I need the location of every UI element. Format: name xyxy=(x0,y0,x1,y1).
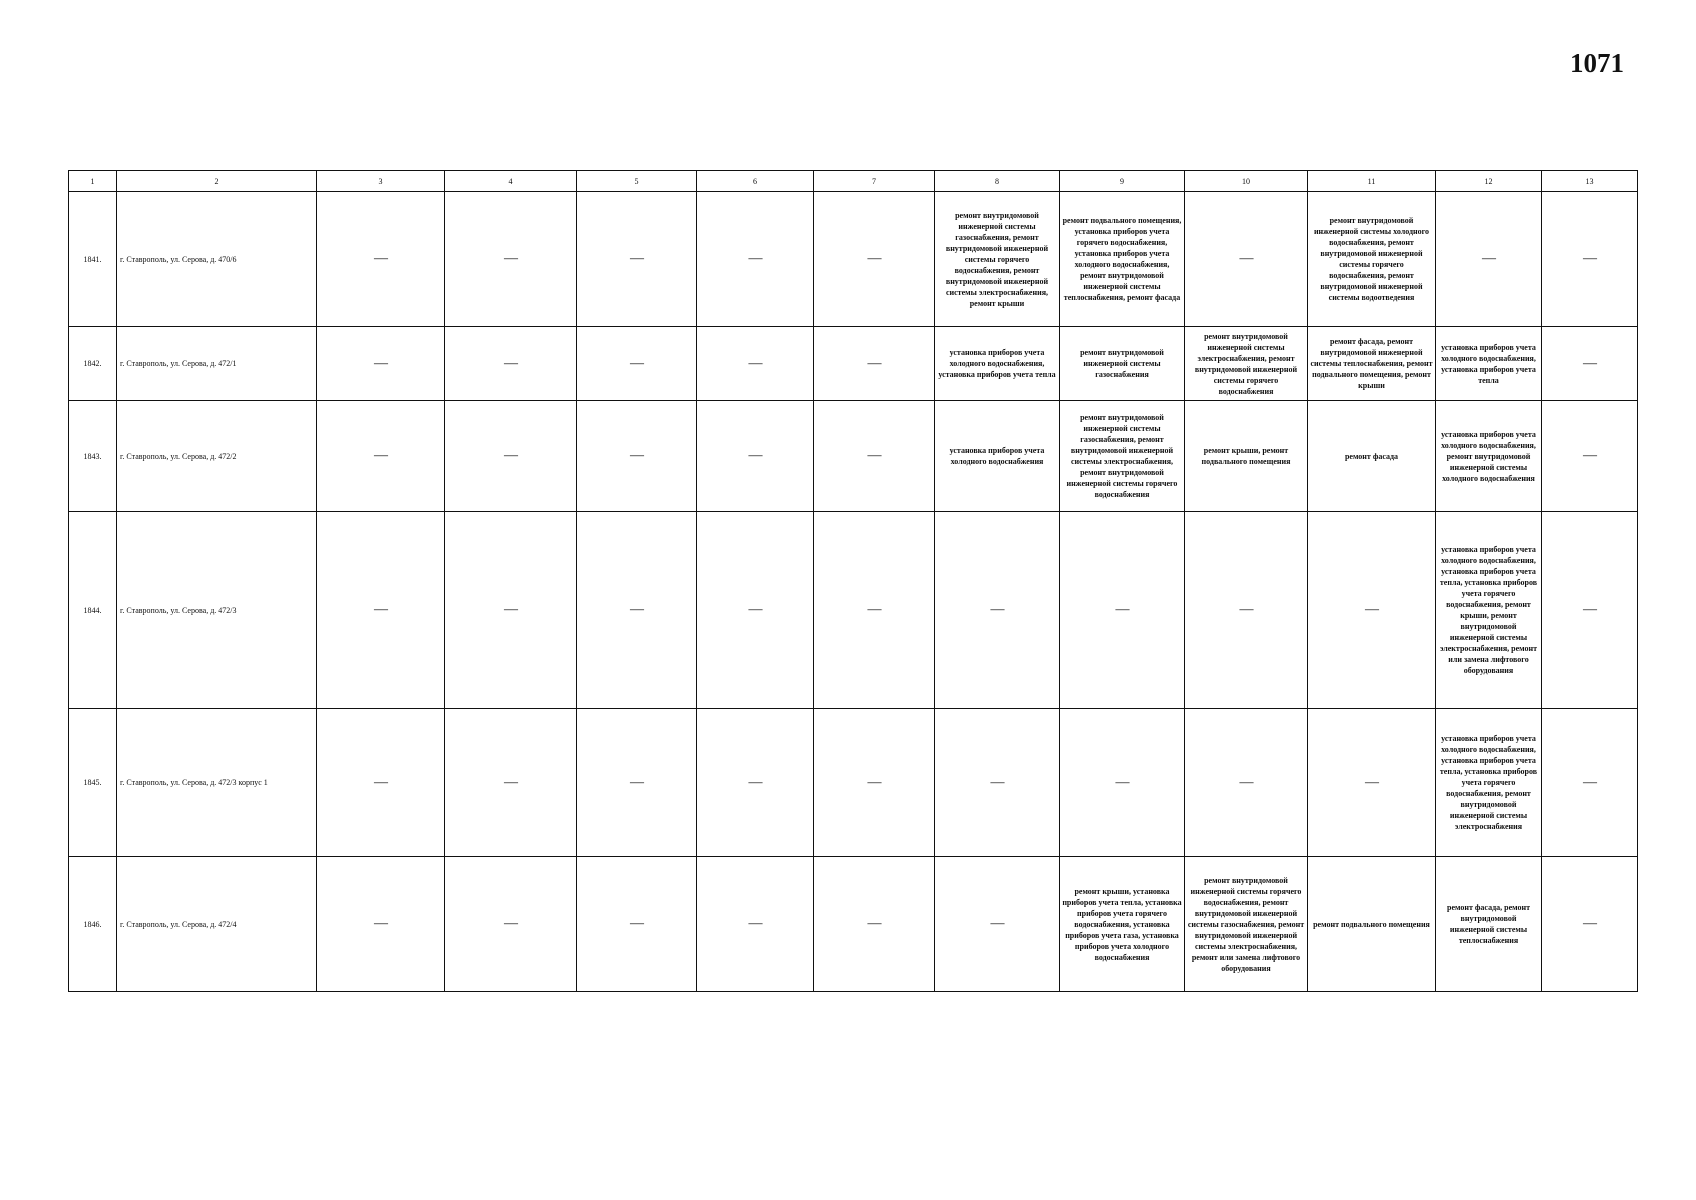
dash-mark: — xyxy=(1365,602,1378,617)
col-header: 10 xyxy=(1185,171,1308,192)
table-row xyxy=(69,401,1638,512)
dash-mark: — xyxy=(1239,774,1253,790)
dash-mark: — xyxy=(630,602,643,617)
works-table xyxy=(68,170,1638,992)
table-cell: ремонт фасада xyxy=(1308,401,1436,512)
dash-mark: — xyxy=(374,448,387,463)
dash-mark: — xyxy=(504,602,517,617)
table-cell xyxy=(445,857,577,992)
row-address: г. Ставрополь, ул. Серова, д. 472/2 xyxy=(117,401,317,512)
dash-mark: — xyxy=(630,774,643,790)
table-cell xyxy=(317,512,445,709)
table-cell: ремонт крыши, ремонт подвального помещения xyxy=(1185,401,1308,512)
dash-mark: — xyxy=(867,916,881,931)
col-header: 11 xyxy=(1308,171,1436,192)
table-cell xyxy=(577,401,697,512)
dash-mark: — xyxy=(630,251,643,266)
row-number: 1842. xyxy=(69,327,117,401)
row-address: г. Ставрополь, ул. Серова, д. 472/1 xyxy=(117,327,317,401)
table-cell xyxy=(1436,192,1542,327)
table-cell xyxy=(577,512,697,709)
dash-mark: — xyxy=(748,251,762,266)
dash-mark: — xyxy=(504,916,517,931)
table-cell xyxy=(577,709,697,857)
table-cell: ремонт внутридомовой инженерной системы газоснабжения xyxy=(1060,327,1185,401)
table-cell: установка приборов учета холодного водоснабжения, установка приборов учета тепла xyxy=(1436,327,1542,401)
table-cell: установка приборов учета холодного водоснабжения, ремонт внутридомовой инженерной системы холодного водоснабжения xyxy=(1436,401,1542,512)
col-header: 4 xyxy=(445,171,577,192)
table-cell xyxy=(1542,512,1638,709)
dash-mark: — xyxy=(1115,774,1129,790)
table-cell xyxy=(814,709,935,857)
table-cell xyxy=(317,857,445,992)
row-address: г. Ставрополь, ул. Серова, д. 472/4 xyxy=(117,857,317,992)
table-cell: ремонт внутридомовой инженерной системы газоснабжения, ремонт внутридомовой инженерной системы горячего водоснабжения, ремонт внутридомовой инженерной системы электроснабжения, ремонт крыши xyxy=(935,192,1060,327)
dash-mark: — xyxy=(990,602,1004,617)
col-header: 7 xyxy=(814,171,935,192)
col-header: 13 xyxy=(1542,171,1638,192)
row-number: 1843. xyxy=(69,401,117,512)
table-cell: ремонт фасада, ремонт внутридомовой инженерной системы теплоснабжения xyxy=(1436,857,1542,992)
dash-mark: — xyxy=(1583,602,1596,617)
dash-mark: — xyxy=(867,602,881,617)
col-header: 2 xyxy=(117,171,317,192)
table-cell: ремонт фасада, ремонт внутридомовой инженерной системы теплоснабжения, ремонт подвального помещения, ремонт крыши xyxy=(1308,327,1436,401)
table-cell: ремонт внутридомовой инженерной системы газоснабжения, ремонт внутридомовой инженерной системы электроснабжения, ремонт внутридомовой инженерной системы горячего водоснабжения xyxy=(1060,401,1185,512)
dash-mark: — xyxy=(1583,355,1596,371)
row-address: г. Ставрополь, ул. Серова, д. 470/6 xyxy=(117,192,317,327)
table-cell: ремонт подвального помещения, установка приборов учета горячего водоснабжения, установка приборов учета холодного водоснабжения, ремонт внутридомовой инженерной системы теплоснабжения, ремонт фасада xyxy=(1060,192,1185,327)
table-cell xyxy=(1542,327,1638,401)
row-number: 1841. xyxy=(69,192,117,327)
table-cell xyxy=(1542,857,1638,992)
table-cell xyxy=(317,327,445,401)
dash-mark: — xyxy=(990,916,1004,931)
table-cell xyxy=(1542,192,1638,327)
col-header: 9 xyxy=(1060,171,1185,192)
table-cell xyxy=(697,401,814,512)
dash-mark: — xyxy=(867,774,881,790)
table-cell xyxy=(697,512,814,709)
table-cell xyxy=(1308,709,1436,857)
table-cell xyxy=(317,401,445,512)
dash-mark: — xyxy=(867,251,881,266)
page-number: 1071 xyxy=(1570,48,1624,78)
table-cell xyxy=(1308,512,1436,709)
table-cell: установка приборов учета холодного водоснабжения xyxy=(935,401,1060,512)
table-cell xyxy=(697,709,814,857)
table-cell xyxy=(445,192,577,327)
row-number: 1844. xyxy=(69,512,117,709)
dash-mark: — xyxy=(748,774,762,790)
dash-mark: — xyxy=(374,602,387,617)
table-cell: установка приборов учета холодного водоснабжения, установка приборов учета тепла, установка приборов учета горячего водоснабжения, ремонт внутридомовой инженерной системы электроснабжения xyxy=(1436,709,1542,857)
dash-mark: — xyxy=(1365,774,1378,790)
dash-mark: — xyxy=(374,251,387,266)
dash-mark: — xyxy=(990,774,1004,790)
table-cell xyxy=(814,512,935,709)
dash-mark: — xyxy=(748,355,762,371)
dash-mark: — xyxy=(630,355,643,371)
table-row xyxy=(69,192,1638,327)
col-header: 6 xyxy=(697,171,814,192)
table-cell xyxy=(445,401,577,512)
dash-mark: — xyxy=(630,448,643,463)
dash-mark: — xyxy=(1583,448,1596,463)
table-cell xyxy=(317,192,445,327)
dash-mark: — xyxy=(748,448,762,463)
table-cell: ремонт внутридомовой инженерной системы горячего водоснабжения, ремонт внутридомовой инженерной системы газоснабжения, ремонт внутридомовой инженерной системы электроснабжения, ремонт или замена лифтового оборудования xyxy=(1185,857,1308,992)
table-cell: ремонт внутридомовой инженерной системы холодного водоснабжения, ремонт внутридомовой инженерной системы горячего водоснабжения, ремонт внутридомовой инженерной системы водоотведения xyxy=(1308,192,1436,327)
table-row xyxy=(69,327,1638,401)
dash-mark: — xyxy=(1239,602,1253,617)
dash-mark: — xyxy=(748,602,762,617)
table-cell xyxy=(814,401,935,512)
row-number: 1846. xyxy=(69,857,117,992)
dash-mark: — xyxy=(504,448,517,463)
table-cell xyxy=(814,192,935,327)
dash-mark: — xyxy=(1583,774,1596,790)
header-row xyxy=(69,171,1638,192)
table-cell xyxy=(814,857,935,992)
dash-mark: — xyxy=(504,251,517,266)
table-cell xyxy=(935,709,1060,857)
dash-mark: — xyxy=(374,355,387,371)
dash-mark: — xyxy=(504,355,517,371)
table-row xyxy=(69,857,1638,992)
dash-mark: — xyxy=(504,774,517,790)
dash-mark: — xyxy=(1583,251,1596,266)
row-address: г. Ставрополь, ул. Серова, д. 472/3 xyxy=(117,512,317,709)
table-cell xyxy=(317,709,445,857)
table-cell: ремонт подвального помещения xyxy=(1308,857,1436,992)
row-address: г. Ставрополь, ул. Серова, д. 472/3 корпус 1 xyxy=(117,709,317,857)
table-cell xyxy=(1185,709,1308,857)
table-cell xyxy=(577,857,697,992)
dash-mark: — xyxy=(1583,916,1596,931)
table-cell xyxy=(1185,512,1308,709)
dash-mark: — xyxy=(748,916,762,931)
row-number: 1845. xyxy=(69,709,117,857)
table-cell: ремонт крыши, установка приборов учета тепла, установка приборов учета горячего водоснабжения, установка приборов учета газа, установка приборов учета холодного водоснабжения xyxy=(1060,857,1185,992)
table-cell xyxy=(1185,192,1308,327)
table-cell: ремонт внутридомовой инженерной системы электроснабжения, ремонт внутридомовой инженерной системы горячего водоснабжения xyxy=(1185,327,1308,401)
col-header: 12 xyxy=(1436,171,1542,192)
table-cell xyxy=(1542,709,1638,857)
table-cell xyxy=(697,857,814,992)
table-cell xyxy=(445,512,577,709)
dash-mark: — xyxy=(630,916,643,931)
table-cell xyxy=(814,327,935,401)
col-header: 1 xyxy=(69,171,117,192)
dash-mark: — xyxy=(374,916,387,931)
table-cell: установка приборов учета холодного водоснабжения, установка приборов учета тепла xyxy=(935,327,1060,401)
table-cell xyxy=(1060,512,1185,709)
table-cell xyxy=(445,709,577,857)
table-row xyxy=(69,512,1638,709)
table-cell: установка приборов учета холодного водоснабжения, установка приборов учета тепла, установка приборов учета горячего водоснабжения, ремонт крыши, ремонт внутридомовой инженерной системы электроснабжения, ремонт или замена лифтового оборудования xyxy=(1436,512,1542,709)
col-header: 3 xyxy=(317,171,445,192)
col-header: 8 xyxy=(935,171,1060,192)
table-cell xyxy=(1060,709,1185,857)
table-cell xyxy=(1542,401,1638,512)
table-cell xyxy=(697,192,814,327)
table-cell xyxy=(577,327,697,401)
table-cell xyxy=(577,192,697,327)
table-cell xyxy=(445,327,577,401)
dash-mark: — xyxy=(374,774,387,790)
table-row xyxy=(69,709,1638,857)
dash-mark: — xyxy=(1482,251,1495,266)
dash-mark: — xyxy=(867,355,881,371)
col-header: 5 xyxy=(577,171,697,192)
table-cell xyxy=(697,327,814,401)
dash-mark: — xyxy=(1115,602,1129,617)
dash-mark: — xyxy=(867,448,881,463)
dash-mark: — xyxy=(1239,251,1253,266)
table-cell xyxy=(935,857,1060,992)
table-cell xyxy=(935,512,1060,709)
